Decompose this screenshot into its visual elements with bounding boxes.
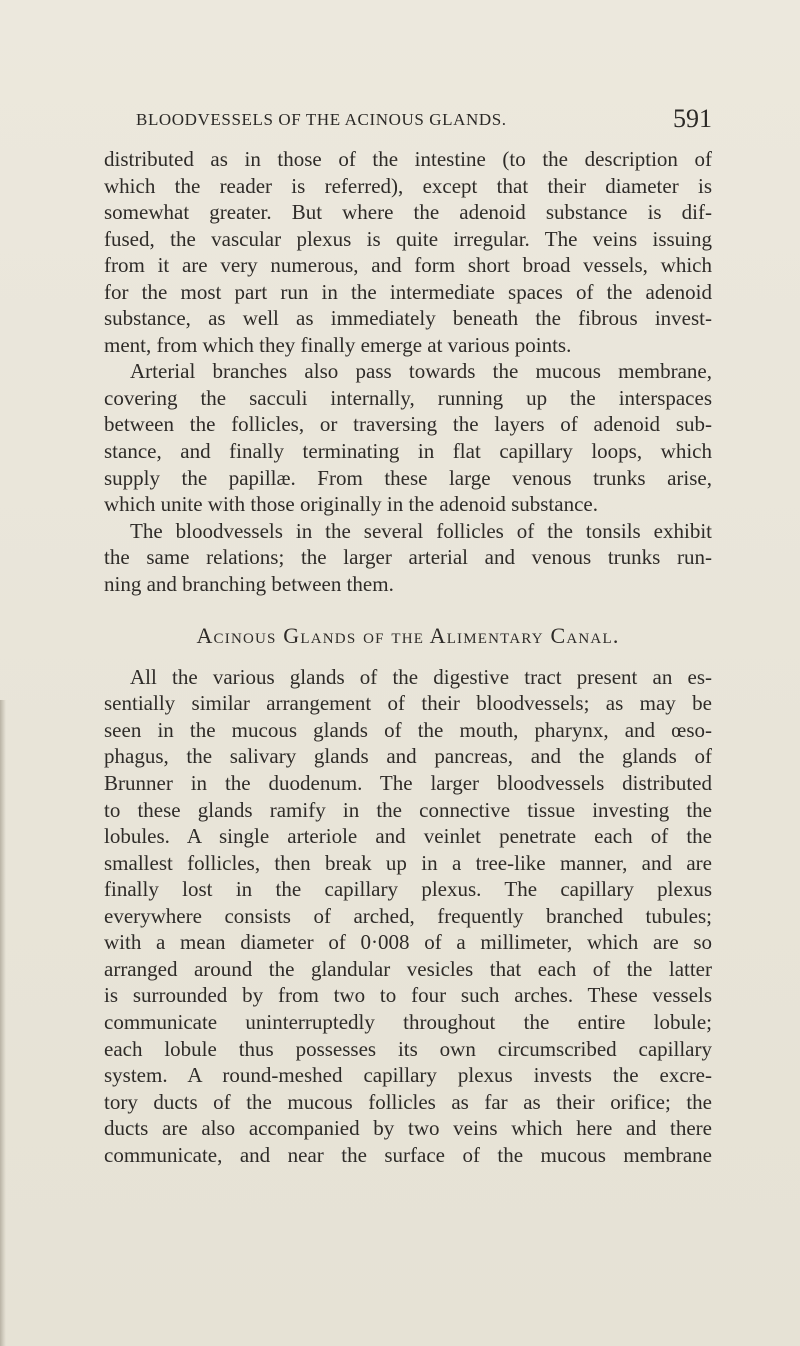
text-line: each lobule thus possesses its own circumscribed capillary [104,1036,712,1061]
running-title: BLOODVESSELS OF THE ACINOUS GLANDS. [136,110,507,129]
text-line: somewhat greater. But where the adenoid substance is dif- [104,200,712,225]
text-line: to these glands ramify in the connective tissue investing the [104,797,712,822]
text-line: system. A round-meshed capillary plexus invests the excre- [104,1063,712,1088]
text-line: fused, the vascular plexus is quite irregular. The veins issuing [104,226,712,251]
text-line: for the most part run in the intermediate spaces of the adenoid [104,279,712,304]
text-line: ducts are also accompanied by two veins which here and there [104,1116,712,1141]
text-line: substance, as well as immediately beneath the fibrous invest- [104,306,712,331]
text-line: which unite with those originally in the adenoid substance. [104,492,598,517]
text-line: supply the papillæ. From these large venous trunks arise, [104,465,712,490]
text-line: covering the sacculi internally, running up the interspaces [104,385,712,410]
page-binding-edge [0,700,6,1346]
text-line: stance, and finally terminating in flat capillary loops, which [104,439,712,464]
text-line: finally lost in the capillary plexus. The capillary plexus [104,877,712,902]
text-line: smallest follicles, then break up in a tree-like manner, and are [104,850,712,875]
text-line: everywhere consists of arched, frequently branched tubules; [104,903,712,928]
text-line: is surrounded by from two to four such arches. These vessels [104,983,712,1008]
body-text [104,146,712,1168]
text-line: sentially similar arrangement of their bloodvessels; as may be [104,691,712,716]
paragraph-1 [104,146,712,358]
section-paragraph [104,664,712,1168]
page-number: 591 [673,104,712,133]
text-line: The bloodvessels in the several follicles of the tonsils exhibit [130,518,712,543]
text-line: which the reader is referred), except that their diameter is [104,173,712,198]
text-line: communicate, and near the surface of the mucous membrane [104,1142,712,1167]
text-line: lobules. A single arteriole and veinlet penetrate each of the [104,824,712,849]
text-line: phagus, the salivary glands and pancreas, and the glands of [104,744,712,769]
section-heading: Acinous Glands of the Alimentary Canal. [196,623,620,649]
text-line: from it are very numerous, and form short broad vessels, which [104,253,712,278]
text-line: ment, from which they finally emerge at various points. [104,332,572,357]
text-line: with a mean diameter of 0·008 of a millimeter, which are so [104,930,712,955]
text-line: All the various glands of the digestive tract present an es- [130,664,712,689]
text-line: tory ducts of the mucous follicles as far as their orifice; the [104,1089,712,1114]
text-line: arranged around the glandular vesicles that each of the latter [104,956,712,981]
paragraph-2 [104,358,712,517]
text-line: ning and branching between them. [104,571,394,596]
page-header [136,104,712,134]
text-line: Arterial branches also pass towards the mucous membrane, [130,359,712,384]
text-line: between the follicles, or traversing the layers of adenoid sub- [104,412,712,437]
text-line: Brunner in the duodenum. The larger bloodvessels distributed [104,771,712,796]
paragraph-3 [104,518,712,598]
text-line: distributed as in those of the intestine (to the description of [104,147,712,171]
text-line: the same relations; the larger arterial and venous trunks run- [104,545,712,570]
text-line: seen in the mucous glands of the mouth, pharynx, and œso- [104,717,712,742]
text-line: communicate uninterruptedly throughout the entire lobule; [104,1009,712,1034]
